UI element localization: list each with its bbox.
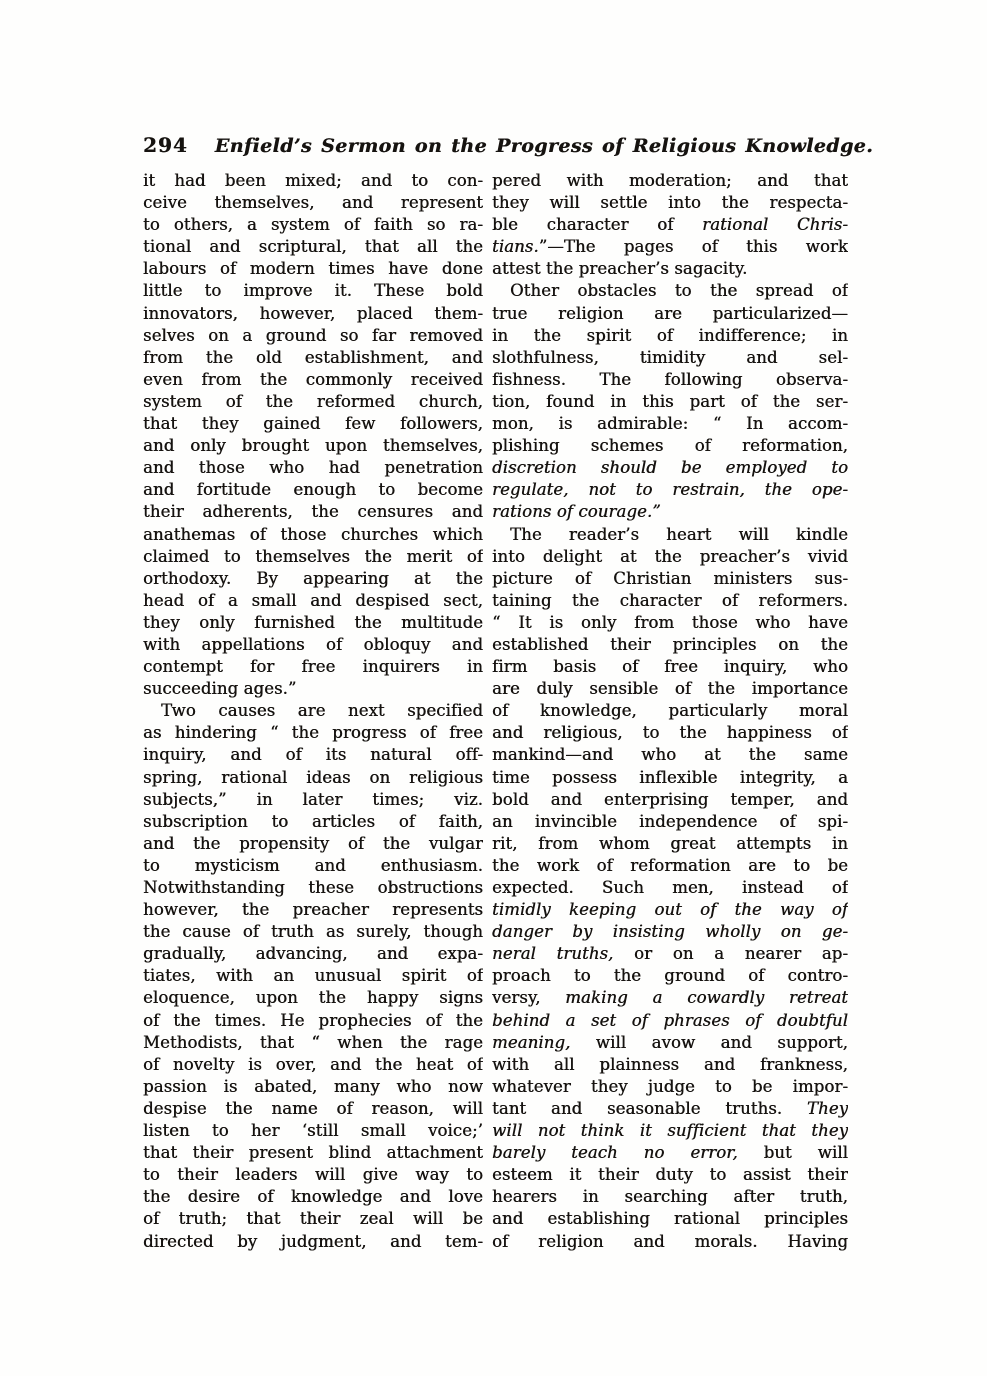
text-line [492, 612, 848, 634]
text-line [143, 435, 483, 457]
text-line [492, 236, 848, 258]
text-segment: from the old establishment, and [143, 347, 483, 367]
text-line [492, 192, 848, 214]
text-segment: Methodists, that “ when the rage [143, 1032, 483, 1052]
text-segment: they only furnished the multitude [143, 612, 483, 632]
text-segment: and only brought upon themselves, [143, 436, 483, 456]
text-segment: slothfulness, timidity and sel- [492, 347, 848, 367]
text-segment: even from the commonly received [143, 369, 483, 389]
text-segment: contempt for free inquirers in [143, 657, 483, 677]
text-line [492, 987, 848, 1009]
text-line [143, 634, 483, 656]
text-line [492, 855, 848, 877]
text-segment: with appellations of obloquy and [143, 634, 483, 654]
text-line [492, 767, 848, 789]
text-line [143, 1098, 483, 1120]
text-segment: ble character of [492, 215, 703, 235]
text-segment: taining the character of reformers. [492, 590, 848, 610]
text-line [492, 700, 848, 722]
text-segment: of the times. He prophecies of the [143, 1010, 483, 1030]
text-segment: and those who had penetration [143, 458, 483, 478]
text-segment: or on a nearer ap- [613, 944, 848, 964]
text-segment: tant and seasonable truths. [492, 1098, 807, 1118]
text-line [492, 214, 848, 236]
text-line [143, 965, 483, 987]
italic-text-segment: rations of courage.” [492, 502, 661, 522]
text-segment: true religion are particularized— [492, 303, 848, 323]
text-segment: will avow and support, [570, 1032, 848, 1052]
text-line [143, 280, 483, 302]
text-line [143, 192, 483, 214]
text-line [143, 678, 483, 700]
text-segment: but will [737, 1143, 848, 1163]
text-segment: ”—The pages of this work [538, 237, 848, 257]
text-segment: with all plainness and frankness, [492, 1054, 848, 1074]
text-line [492, 391, 848, 413]
text-line [143, 767, 483, 789]
text-line [143, 413, 483, 435]
text-line [143, 1142, 483, 1164]
text-segment: rit, from whom great attempts in [492, 833, 848, 853]
text-line [143, 789, 483, 811]
text-segment: however, the preacher represents [143, 900, 483, 920]
text-segment: in the spirit of indifference; in [492, 325, 848, 345]
text-segment: attest the preacher’s sagacity. [492, 259, 748, 279]
text-segment: to others, a system of faith so ra- [143, 215, 483, 235]
text-line [143, 568, 483, 590]
text-line [143, 943, 483, 965]
text-line [492, 1186, 848, 1208]
text-segment: into delight at the preacher’s vivid [492, 546, 848, 566]
text-line [143, 1076, 483, 1098]
page-number: 294 [143, 133, 188, 157]
text-line [143, 1054, 483, 1076]
italic-text-segment: tians. [492, 237, 539, 257]
text-line [492, 1208, 848, 1230]
column-right [492, 170, 848, 1253]
text-line [492, 413, 848, 435]
text-segment: expected. Such men, instead of [492, 878, 848, 897]
text-segment: head of a small and despised sect, [143, 590, 483, 610]
text-segment: of religion and morals. Having [492, 1231, 848, 1251]
text-segment: subjects,” in later times; viz. [143, 789, 483, 809]
text-segment: the desire of knowledge and love [143, 1187, 483, 1207]
text-line [492, 1231, 848, 1253]
italic-text-segment: behind a set of phrases of doubtful [492, 1010, 848, 1030]
italic-text-segment: will not think it sufficient that they [492, 1121, 848, 1141]
text-line [143, 391, 483, 413]
text-line [143, 855, 483, 877]
text-segment: spring, rational ideas on religious [143, 767, 483, 787]
text-line [143, 369, 483, 391]
text-segment: inquiry, and of its natural off- [143, 745, 483, 765]
text-segment: labours of modern times have done [143, 259, 483, 279]
text-line [492, 568, 848, 590]
text-segment: despise the name of reason, will [143, 1098, 483, 1118]
text-line [492, 678, 848, 700]
text-line [492, 811, 848, 833]
text-line [492, 1032, 848, 1054]
text-segment: their adherents, the censures and [143, 502, 483, 522]
italic-text-segment: barely teach no error, [492, 1143, 738, 1163]
text-segment: proach to the ground of contro- [492, 966, 848, 986]
text-line [492, 479, 848, 501]
text-segment: picture of Christian ministers sus- [492, 568, 848, 588]
text-line [143, 987, 483, 1009]
text-line [143, 656, 483, 678]
text-segment: passion is abated, many who now [143, 1076, 483, 1096]
text-line [143, 612, 483, 634]
text-line [492, 965, 848, 987]
text-segment: they will settle into the respecta- [492, 193, 848, 213]
text-line [492, 656, 848, 678]
text-segment: to mysticism and enthusiasm. [143, 855, 483, 875]
text-line [143, 1186, 483, 1208]
text-line [143, 347, 483, 369]
text-segment: directed by judgment, and tem- [143, 1231, 483, 1251]
text-line [143, 921, 483, 943]
text-line [143, 546, 483, 568]
text-line [492, 1098, 848, 1120]
italic-text-segment: They [806, 1098, 848, 1118]
italic-text-segment: neral truths, [492, 944, 614, 964]
text-line [143, 325, 483, 347]
text-segment: pered with moderation; and that [492, 171, 848, 190]
text-line [143, 833, 483, 855]
text-line [143, 236, 483, 258]
text-line [492, 921, 848, 943]
text-line [492, 1164, 848, 1186]
text-line [143, 170, 483, 192]
text-segment: anathemas of those churches which [143, 524, 483, 544]
text-segment: innovators, however, placed them- [143, 303, 483, 323]
text-line [143, 877, 483, 899]
text-line [492, 1120, 848, 1142]
text-line [143, 1120, 483, 1142]
text-segment: orthodoxy. By appearing at the [143, 568, 483, 588]
text-line [143, 479, 483, 501]
text-segment: fishness. The following observa- [492, 369, 848, 389]
text-line [143, 1010, 483, 1032]
text-line [492, 722, 848, 744]
text-line [492, 1076, 848, 1098]
text-segment: plishing schemes of reformation, [492, 436, 848, 456]
text-segment: as hindering “ the progress of free [143, 723, 483, 743]
text-segment: subscription to articles of faith, [143, 811, 483, 831]
text-segment: Other obstacles to the spread of [510, 281, 848, 301]
text-segment: versy, [492, 988, 566, 1008]
text-line [492, 347, 848, 369]
text-line [492, 943, 848, 965]
text-line [143, 899, 483, 921]
column-left [143, 170, 483, 1253]
text-segment: to their leaders will give way to [143, 1165, 483, 1185]
text-line [492, 634, 848, 656]
italic-text-segment: discretion should be employed to [492, 458, 848, 478]
text-line [143, 811, 483, 833]
text-segment: of truth; that their zeal will be [143, 1209, 483, 1229]
text-segment: listen to her ‘still small voice;’ [143, 1121, 483, 1141]
text-line [143, 1164, 483, 1186]
text-line [143, 524, 483, 546]
text-line [143, 744, 483, 766]
text-segment: selves on a ground so far removed [143, 325, 483, 345]
text-line [143, 1231, 483, 1253]
text-line [492, 833, 848, 855]
text-line [492, 435, 848, 457]
text-segment: the work of reformation are to be [492, 855, 848, 875]
text-segment: system of the reformed church, [143, 391, 483, 411]
text-segment: and establishing rational principles [492, 1209, 848, 1229]
text-line [492, 170, 848, 192]
text-segment: tion, found in this part of the ser- [492, 391, 848, 411]
text-segment: tiates, with an unusual spirit of [143, 966, 483, 986]
italic-text-segment: timidly keeping out of the way of [492, 900, 848, 920]
text-line [143, 722, 483, 744]
text-segment: Two causes are next specified [161, 701, 483, 721]
text-line [492, 501, 848, 523]
text-line [492, 369, 848, 391]
text-segment: whatever they judge to be impor- [492, 1076, 848, 1096]
text-segment: and religious, to the happiness of [492, 723, 848, 743]
text-line [143, 214, 483, 236]
text-line [143, 700, 483, 722]
text-segment: The reader’s heart will kindle [510, 524, 848, 544]
text-line [492, 1142, 848, 1164]
text-segment: an invincible independence of spi- [492, 811, 848, 831]
text-segment: established their principles on the [492, 634, 848, 654]
text-line [143, 1208, 483, 1230]
text-line [492, 899, 848, 921]
text-segment: firm basis of free inquiry, who [492, 657, 848, 677]
text-segment: bold and enterprising temper, and [492, 789, 848, 809]
text-line [492, 1054, 848, 1076]
text-segment: mon, is admirable: “ In accom- [492, 414, 848, 434]
text-line [143, 1032, 483, 1054]
running-title: Enfield’s Sermon on the Progress of Religious Knowledge. [214, 135, 874, 157]
text-line [492, 590, 848, 612]
text-segment: little to improve it. These bold [143, 281, 483, 301]
text-line [492, 457, 848, 479]
text-line [492, 877, 848, 899]
text-segment: it had been mixed; and to con- [143, 171, 483, 190]
text-segment: and the propensity of the vulgar [143, 833, 483, 853]
text-line [492, 744, 848, 766]
text-segment: the cause of truth as surely, though [143, 922, 483, 942]
text-line [492, 524, 848, 546]
text-segment: ceive themselves, and represent [143, 193, 483, 213]
text-line [143, 501, 483, 523]
text-segment: that they gained few followers, [143, 414, 483, 434]
text-segment: that their present blind attachment [143, 1143, 483, 1163]
text-line [492, 258, 848, 280]
text-segment: are duly sensible of the importance [492, 679, 848, 699]
text-line [143, 457, 483, 479]
text-segment: and fortitude enough to become [143, 480, 483, 500]
text-segment: claimed to themselves the merit of [143, 546, 483, 566]
italic-text-segment: rational Chris- [702, 215, 848, 235]
text-segment: time possess inflexible integrity, a [492, 767, 848, 787]
text-segment: esteem it their duty to assist their [492, 1165, 848, 1185]
running-head [143, 133, 874, 157]
text-line [143, 258, 483, 280]
text-line [492, 280, 848, 302]
italic-text-segment: danger by insisting wholly on ge- [492, 922, 848, 942]
text-segment: of novelty is over, and the heat of [143, 1054, 483, 1074]
text-segment: of knowledge, particularly moral [492, 701, 848, 721]
text-segment: “ It is only from those who have [492, 612, 848, 632]
text-segment: mankind—and who at the same [492, 745, 848, 765]
text-segment: gradually, advancing, and expa- [143, 944, 483, 964]
italic-text-segment: making a cowardly retreat [565, 988, 848, 1008]
text-line [492, 1010, 848, 1032]
text-segment: Notwithstanding these obstructions [143, 878, 483, 897]
text-line [143, 590, 483, 612]
text-line [492, 303, 848, 325]
text-line [492, 789, 848, 811]
italic-text-segment: meaning, [492, 1032, 571, 1052]
italic-text-segment: regulate, not to restrain, the ope- [492, 480, 848, 500]
text-segment: succeeding ages.” [143, 679, 297, 699]
text-line [492, 325, 848, 347]
text-segment: eloquence, upon the happy signs [143, 988, 483, 1008]
text-line [492, 546, 848, 568]
text-segment: hearers in searching after truth, [492, 1187, 848, 1207]
text-segment: tional and scriptural, that all the [143, 237, 483, 257]
text-line [143, 303, 483, 325]
